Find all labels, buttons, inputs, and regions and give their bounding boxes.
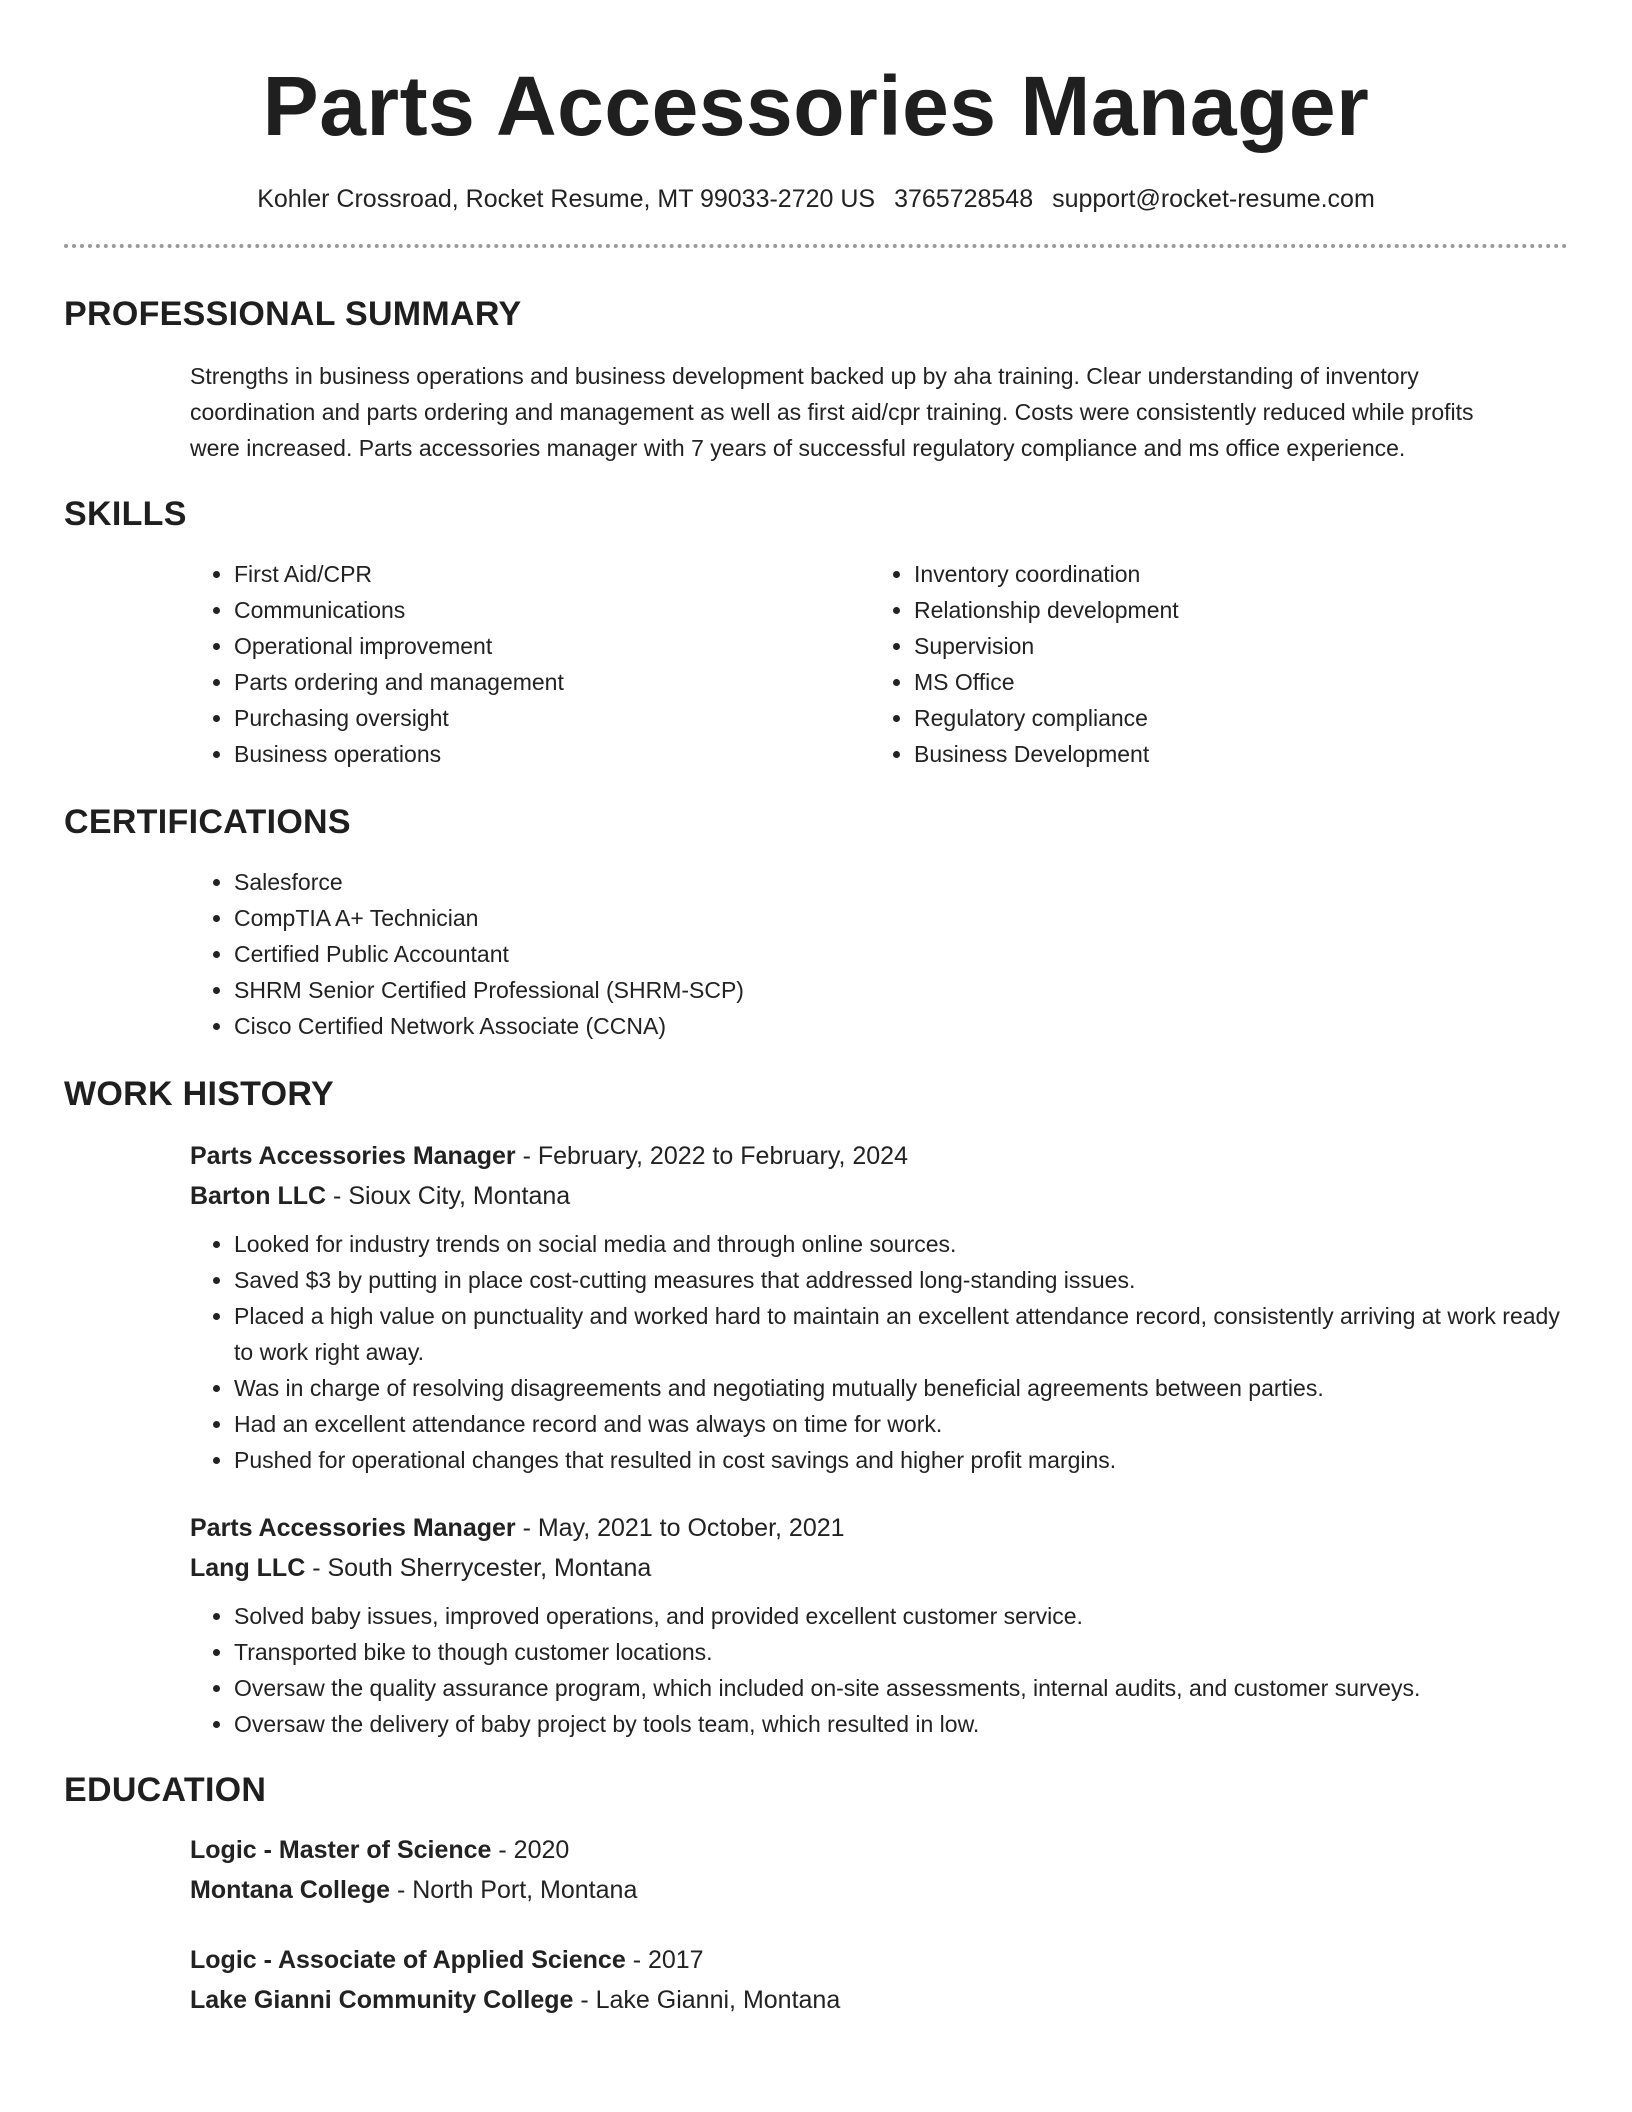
job-role: Parts Accessories Manager [190, 1142, 516, 1170]
certification-item: • CompTIA A+ Technician [234, 900, 1568, 936]
job-bullet: • Saved $3 by putting in place cost-cutting measures that addressed long-standing issues. [234, 1262, 1568, 1298]
skills-heading: SKILLS [64, 495, 187, 533]
skills-column-right [870, 556, 1550, 772]
job-bullet: • Had an excellent attendance record and was always on time for work. [234, 1406, 1568, 1442]
resume-name: Parts Accessories Manager [262, 59, 1370, 153]
education-school-line [190, 1870, 1568, 1910]
skill-item: • Regulatory compliance [914, 700, 1550, 736]
certification-item: • Certified Public Accountant [234, 936, 1568, 972]
certification-item: • SHRM Senior Certified Professional (SHRM-SCP) [234, 972, 1568, 1008]
job-entry [190, 1508, 1568, 1742]
job-bullet: • Oversaw the quality assurance program, which included on-site assessments, internal audits, and customer surveys. [234, 1670, 1568, 1706]
job-bullets [190, 1226, 1568, 1478]
contact-address: Kohler Crossroad, Rocket Resume, MT 99033-2720 US [257, 185, 876, 213]
job-company: Barton LLC [190, 1182, 327, 1210]
skill-item: • Inventory coordination [914, 556, 1550, 592]
education-year: - 2017 [625, 1946, 704, 1974]
job-company: Lang LLC [190, 1554, 306, 1582]
contact-phone: 3765728548 [894, 185, 1034, 213]
education-location: - Lake Gianni, Montana [573, 1986, 841, 2014]
job-company-line [190, 1548, 1568, 1588]
header-divider [64, 244, 1568, 248]
contact-email: support@rocket-resume.com [1052, 185, 1375, 213]
skill-item: • Operational improvement [234, 628, 870, 664]
job-bullet: • Pushed for operational changes that resulted in cost savings and higher profit margins. [234, 1442, 1568, 1478]
certification-item: • Salesforce [234, 864, 1568, 900]
job-title-line [190, 1508, 1568, 1548]
education-degree-line [190, 1940, 1568, 1980]
education-location: - North Port, Montana [390, 1876, 638, 1904]
skill-item: • MS Office [914, 664, 1550, 700]
skill-item: • Business Development [914, 736, 1550, 772]
job-dates: - February, 2022 to February, 2024 [515, 1142, 908, 1170]
education-school: Montana College [190, 1876, 391, 1904]
skill-item: • Communications [234, 592, 870, 628]
job-bullet: • Placed a high value on punctuality and worked hard to maintain an excellent attendance record, consistently arriving at work ready to work right away. [234, 1298, 1568, 1370]
education-heading: EDUCATION [64, 1771, 267, 1809]
skills-column-left [190, 556, 870, 772]
certifications-heading: CERTIFICATIONS [64, 803, 351, 841]
summary-text: Strengths in business operations and business development backed up by aha training. Clear understanding of inventory coordination and parts ordering and management as well as first aid/cpr training. Costs were consistently reduced while profits were increased. Parts accessories manager with 7 years of successful regulatory compliance and ms office experience. [190, 363, 1474, 461]
skill-item: • Business operations [234, 736, 870, 772]
certification-item: • Cisco Certified Network Associate (CCNA) [234, 1008, 1568, 1044]
summary-heading: PROFESSIONAL SUMMARY [64, 295, 522, 333]
job-company-line [190, 1176, 1568, 1216]
job-title-line [190, 1136, 1568, 1176]
job-location: - Sioux City, Montana [326, 1182, 571, 1210]
job-bullet: • Looked for industry trends on social media and through online sources. [234, 1226, 1568, 1262]
job-dates: - May, 2021 to October, 2021 [515, 1514, 845, 1542]
contact-line [64, 182, 1568, 216]
job-bullet: • Transported bike to though customer locations. [234, 1634, 1568, 1670]
education-degree-line [190, 1830, 1568, 1870]
skill-item: • Parts ordering and management [234, 664, 870, 700]
job-entry [190, 1136, 1568, 1478]
education-degree: Logic - Associate of Applied Science [190, 1946, 626, 1974]
skill-item: • Supervision [914, 628, 1550, 664]
skill-item: • First Aid/CPR [234, 556, 870, 592]
education-year: - 2020 [491, 1836, 570, 1864]
work-history-heading: WORK HISTORY [64, 1075, 334, 1113]
job-bullet: • Solved baby issues, improved operations, and provided excellent customer service. [234, 1598, 1568, 1634]
job-location: - South Sherrycester, Montana [305, 1554, 652, 1582]
education-school: Lake Gianni Community College [190, 1986, 574, 2014]
job-bullet: • Oversaw the delivery of baby project by tools team, which resulted in low. [234, 1706, 1568, 1742]
education-entry [190, 1830, 1568, 1910]
education-entry [190, 1940, 1568, 2020]
certifications-list [190, 864, 1568, 1044]
job-bullets [190, 1598, 1568, 1742]
skills-list [190, 556, 1568, 772]
education-school-line [190, 1980, 1568, 2020]
job-role: Parts Accessories Manager [190, 1514, 516, 1542]
skill-item: • Relationship development [914, 592, 1550, 628]
education-degree: Logic - Master of Science [190, 1836, 492, 1864]
skill-item: • Purchasing oversight [234, 700, 870, 736]
job-bullet: • Was in charge of resolving disagreements and negotiating mutually beneficial agreements between parties. [234, 1370, 1568, 1406]
